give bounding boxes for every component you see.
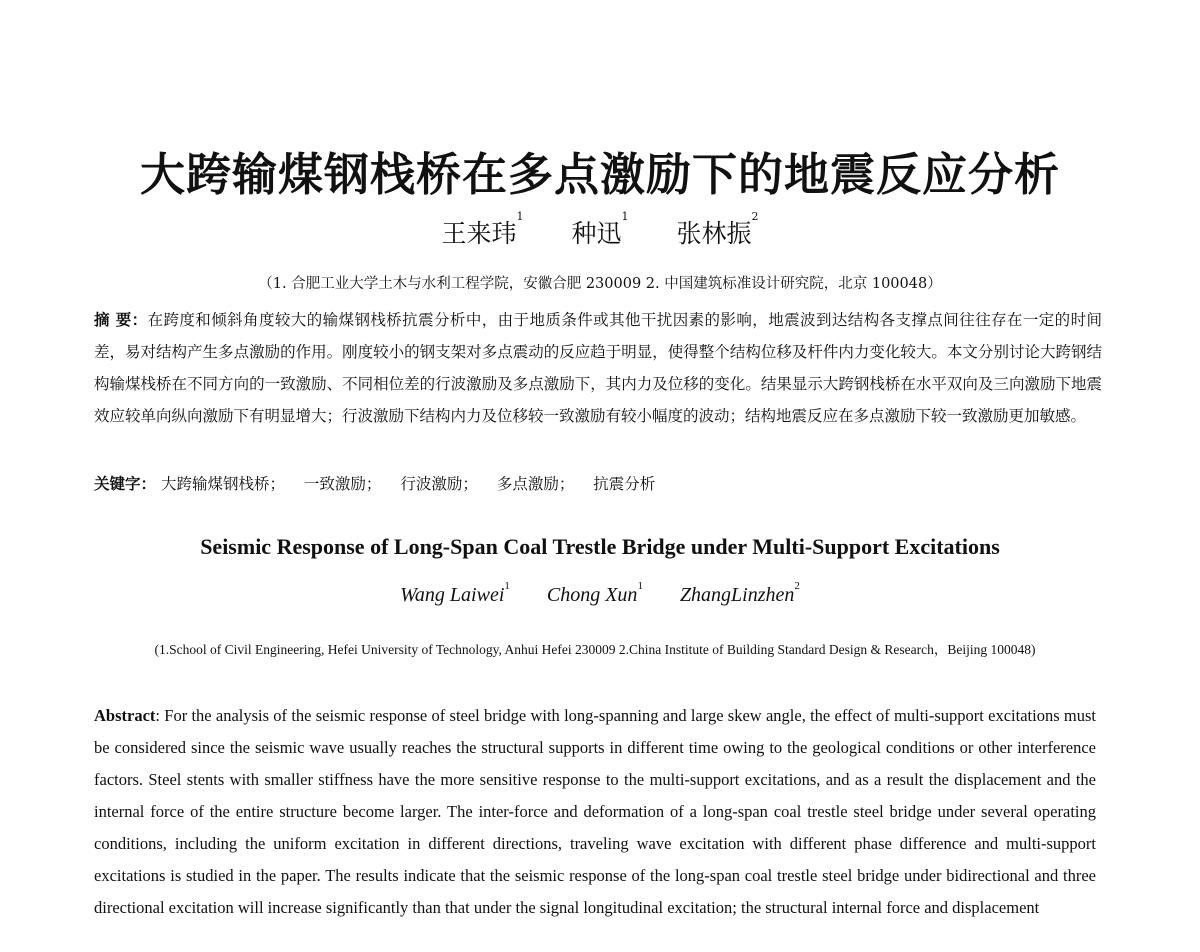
- affiliation-marker: 1: [621, 210, 629, 223]
- chinese-abstract: [94, 304, 1102, 432]
- english-author: [679, 580, 800, 606]
- english-abstract: [94, 700, 1096, 924]
- chinese-author-name: 种迅: [571, 219, 622, 248]
- chinese-title: 大跨输煤钢栈桥在多点激励下的地震反应分析: [139, 148, 1060, 201]
- chinese-abstract-label: 摘 要：: [94, 310, 148, 329]
- chinese-author: [676, 210, 759, 248]
- chinese-author-name: 张林振: [676, 219, 752, 248]
- keyword: 多点激励；: [496, 475, 575, 493]
- chinese-keywords-label: 关键字：: [94, 474, 157, 493]
- chinese-author-name: 王来玮: [441, 219, 517, 248]
- keyword: 行波激励；: [400, 475, 478, 493]
- chinese-author: [571, 210, 629, 248]
- chinese-author: [441, 210, 524, 248]
- chinese-affiliation: （1. 合肥工业大学土木与水利工程学院，安徽合肥 230009 2. 中国建筑标准设计研究院，北京 100048）: [258, 276, 942, 292]
- english-authors: [0, 580, 1200, 607]
- english-affiliation: (1.School of Civil Engineering, Hefei University of Technology, Anhui Hefei 230009 2.China Institute of Building Standard Design & Research，Beijing 100048): [154, 642, 1036, 657]
- keyword: 抗震分析: [593, 475, 656, 493]
- chinese-authors: [0, 210, 1200, 250]
- affiliation-marker: 1: [637, 580, 643, 592]
- chinese-keywords: [94, 470, 1102, 498]
- english-abstract-label: Abstract: [94, 706, 156, 725]
- affiliation-marker: 1: [516, 210, 524, 223]
- keyword: 大跨输煤钢栈桥；: [160, 475, 285, 493]
- affiliation-marker: 2: [794, 580, 800, 592]
- affiliation-marker: 2: [751, 210, 759, 223]
- english-author-name: Chong Xun: [546, 584, 638, 606]
- english-abstract-text: : For the analysis of the seismic response of steel bridge with long-spanning and large skew angle, the effect of multi-support excitations must be considered since the seismic wave usually reaches the structural supports in different time owing to the geological conditions or other interference factors. Steel stents with smaller stiffness have the more sensitive response to the multi-support excitations, and as a result the displacement and the internal force of the entire structure become larger. The inter-force and deformation of a long-span coal trestle steel bridge under several operating conditions, including the uniform excitation in different directions, traveling wave excitation with different phase difference and multi-support excitations is studied in the paper. The results indicate that the seismic response of the long-span coal trestle steel bridge under bidirectional and three directional excitation will increase significantly than that under the signal longitudinal excitation; the structural internal force and displacement: [94, 706, 1096, 917]
- english-author-name: Wang Laiwei: [400, 584, 505, 606]
- english-author: [400, 580, 510, 606]
- english-author: [546, 580, 643, 606]
- affiliation-marker: 1: [504, 580, 510, 592]
- english-author-name: ZhangLinzhen: [679, 584, 795, 606]
- chinese-abstract-text: 在跨度和倾斜角度较大的输煤钢栈桥抗震分析中，由于地质条件或其他干扰因素的影响，地震波到达结构各支撑点间往往存在一定的时间差，易对结构产生多点激励的作用。刚度较小的钢支架对多点震动的反应趋于明显，使得整个结构位移及杆件内力变化较大。本文分别讨论大跨钢结构输煤栈桥在不同方向的一致激励、不同相位差的行波激励及多点激励下，其内力及位移的变化。结果显示大跨钢栈桥在水平双向及三向激励下地震效应较单向纵向激励下有明显增大；行波激励下结构内力及位移较一致激励有较小幅度的波动；结构地震反应在多点激励下较一致激励更加敏感。: [94, 311, 1102, 425]
- english-title: Seismic Response of Long-Span Coal Trestle Bridge under Multi-Support Excitations: [200, 534, 1000, 559]
- keyword: 一致激励；: [303, 475, 382, 493]
